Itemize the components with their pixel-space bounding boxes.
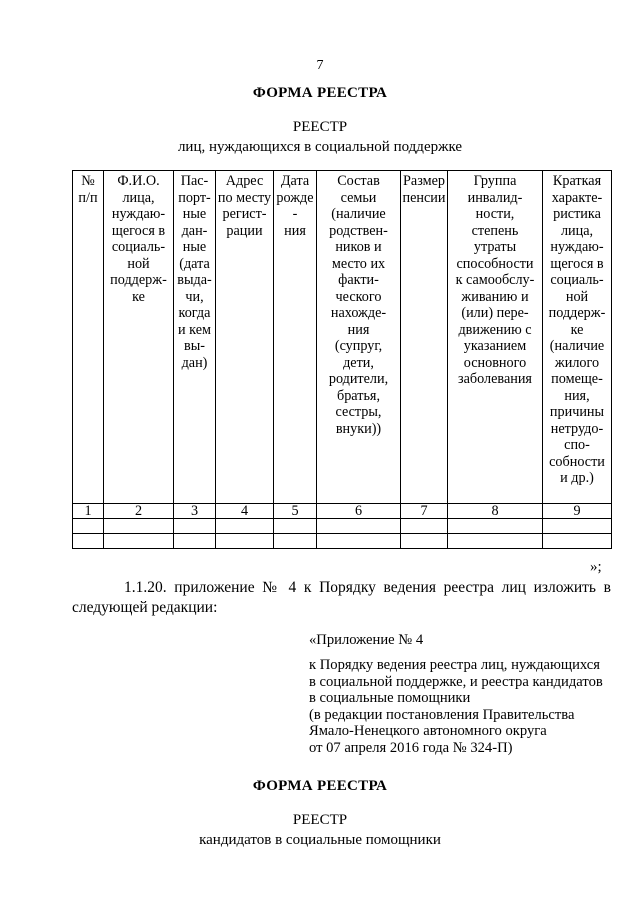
end-quote: »; [590,559,602,575]
header-line: по месту [217,189,272,206]
header-line: социаль- [550,272,604,288]
header-line: ные [182,206,207,222]
header-line: пенсии [402,189,446,206]
appendix-line: к Порядку ведения реестра лиц, нуждающихся [309,657,600,673]
header-line: (наличие [549,338,605,354]
empty-cell [174,519,216,534]
header-line: (или) пере- [461,305,529,321]
header-line: степень [471,222,519,239]
header-line: порт- [178,189,211,206]
header-line: социаль- [111,239,166,255]
header-line: утраты [473,239,517,255]
table-header-row [73,171,612,504]
header-line: способности [456,255,534,272]
column-header [401,171,448,504]
header-line: внуки)) [335,420,382,437]
header-line: движению с [458,321,532,338]
header-line: ния, [564,387,590,404]
table-row [73,534,612,549]
header-line: рации [226,222,263,239]
header-line: ческого [335,288,382,305]
header-line: основного [463,354,527,371]
column-number: 6 [317,504,401,519]
registry-title: РЕЕСТР [292,119,348,135]
column-number: 3 [174,504,216,519]
header-line: Краткая [552,173,602,189]
header-line: чи, [185,288,204,305]
header-line: дети, [343,354,374,371]
header-line: щегося в [550,255,604,272]
empty-cell [216,534,274,549]
appendix-line: в социальные помощники [309,690,471,706]
empty-cell [401,519,448,534]
header-line: ристика [553,206,601,222]
column-number: 1 [73,504,104,519]
header-line: когда [178,305,211,321]
appendix-text [309,657,614,756]
amendment-paragraph [72,578,611,618]
header-line: выда- [177,272,212,288]
header-line: (супруг, [334,338,383,354]
header-line: п/п [78,189,98,206]
page-number: 7 [316,58,324,73]
column-header [274,171,317,504]
header-line: заболевания [458,371,532,387]
column-header [448,171,543,504]
header-line: ния [284,222,306,239]
column-header [543,171,612,504]
header-line: ке [132,288,145,305]
appendix-title: «Приложение № 4 [309,632,424,648]
header-line: Дата [280,173,310,189]
empty-cell [448,534,543,549]
header-line: нуждаю- [111,206,166,222]
header-line: сестры, [335,404,382,420]
table-row [73,519,612,534]
header-line: ные [182,239,207,255]
header-line: нахожде- [330,305,387,321]
form-heading-2: ФОРМА РЕЕСТРА [252,778,388,794]
header-line: вы- [184,338,205,354]
header-line: Адрес [225,173,264,189]
empty-cell [401,534,448,549]
header-line: Пас- [180,173,209,189]
paragraph-line: 1.1.20. приложение № 4 к Порядку ведения реестра лиц изложить в [124,579,611,596]
header-line: ной [127,255,150,272]
column-header [73,171,104,504]
column-number-row [73,504,612,519]
registry-subtitle-2: кандидатов в социальные помощники [199,832,441,848]
empty-cell [274,519,317,534]
header-line: нетрудо- [550,420,604,437]
empty-cell [543,519,612,534]
header-line: к самообслу- [455,272,535,288]
header-line: лица, [122,189,155,206]
empty-cell [174,534,216,549]
column-number: 2 [104,504,174,519]
empty-cell [104,534,174,549]
header-line: причины [549,404,605,420]
header-line: поддерж- [110,272,167,288]
empty-cell [317,534,401,549]
column-header [317,171,401,504]
empty-cell [543,534,612,549]
header-line: рожде- [276,189,314,222]
header-line: (наличие [331,206,386,222]
header-line: место их [331,255,386,272]
empty-cell [73,519,104,534]
empty-cell [73,534,104,549]
header-line: факти- [338,272,379,288]
column-number: 8 [448,504,543,519]
empty-cell [104,519,174,534]
header-line: ке [570,321,584,338]
appendix-line: от 07 апреля 2016 года № 324-П) [309,739,513,756]
column-header [104,171,174,504]
column-number: 4 [216,504,274,519]
registry-subtitle: лиц, нуждающихся в социальной поддержке [177,139,463,155]
header-line: помеще- [551,371,603,387]
header-line: нуждаю- [550,239,604,255]
registry-title-2: РЕЕСТР [292,812,348,828]
empty-cell [216,519,274,534]
header-line: дан- [181,222,208,239]
form-heading: ФОРМА РЕЕСТРА [252,85,388,101]
appendix-line: в социальной поддержке, и реестра кандидатов [309,673,603,690]
appendix-line: Ямало-Ненецкого автономного округа [309,723,547,739]
header-line: Ф.И.О. [117,173,160,189]
column-number: 7 [401,504,448,519]
header-line: и др.) [560,470,594,486]
header-line: № [81,173,95,189]
header-line: дан) [181,354,208,371]
paragraph-line: следующей редакции: [72,599,218,616]
header-line: Состав [337,173,380,189]
header-line: поддерж- [548,305,606,321]
column-header [216,171,274,504]
header-line: спо- [564,437,590,453]
header-line: семьи [340,189,377,206]
registry-table [72,170,612,549]
header-line: регист- [222,206,267,222]
header-line: лица, [560,222,594,239]
header-line: жилого [554,354,600,371]
header-line: ников и [335,239,382,255]
empty-cell [317,519,401,534]
column-number: 5 [274,504,317,519]
header-line: (дата [179,255,210,272]
header-line: собности [549,453,605,470]
empty-cell [448,519,543,534]
header-line: родствен- [329,222,388,239]
header-line: ной [565,288,589,305]
header-line: ния [347,321,370,338]
header-line: родители, [328,371,389,387]
header-line: живанию и [461,288,529,305]
empty-cell [274,534,317,549]
header-line: и кем [178,321,211,338]
column-header [174,171,216,504]
header-line: характе- [551,189,603,206]
header-line: щегося в [111,222,166,239]
header-line: Размер [403,173,445,189]
header-line: братья, [337,387,380,404]
header-line: ности, [475,206,515,222]
column-number: 9 [543,504,612,519]
header-line: Группа [473,173,517,189]
header-line: указанием [463,338,527,354]
header-line: инвалид- [467,189,523,206]
appendix-line: (в редакции постановления Правительства [309,706,575,723]
